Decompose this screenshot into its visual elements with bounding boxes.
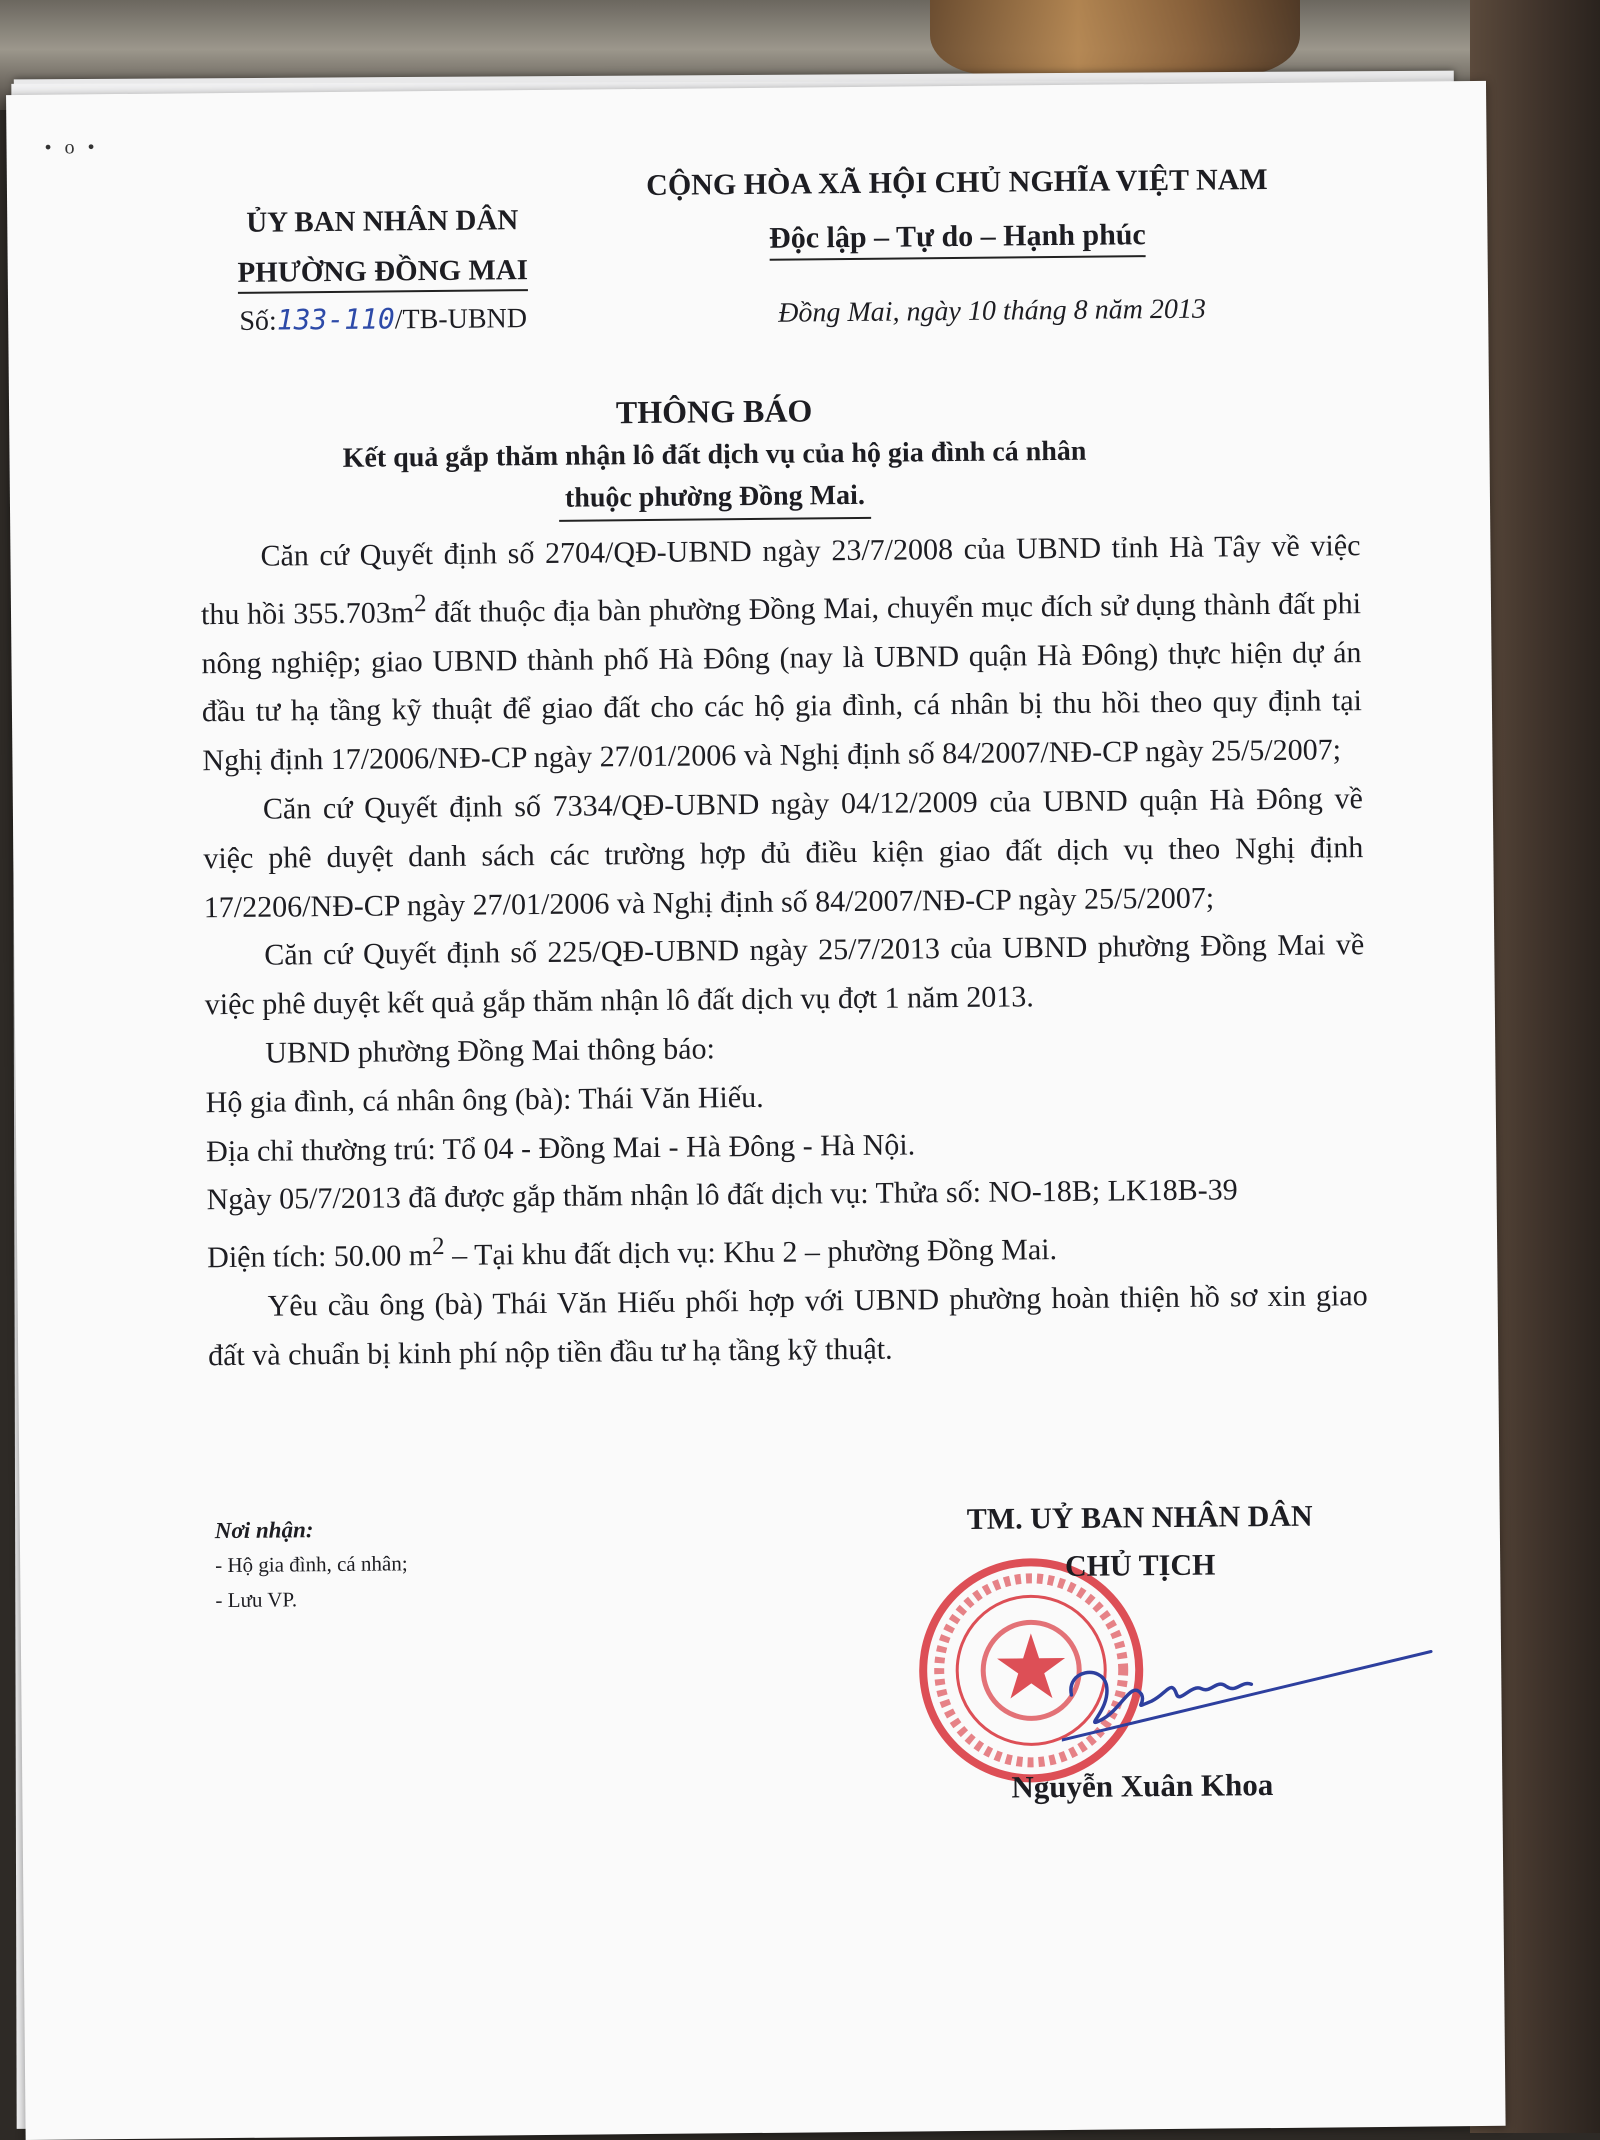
paragraph-basis-1: Căn cứ Quyết định số 2704/QĐ-UBND ngày 23/7/2008 của UBND tỉnh Hà Tây về việc thu hồi $355.703m^2$ đất thuộc địa bàn phường Đồng Mai, chuyển mục đích sử dụng thành đất phi nông nghiệp; giao UBND thành phố Hà Đông (nay là UBND quận Hà Đông) thực hiện dự án đầu tư hạ tầng kỹ thuật để giao đất cho các hộ gia đình, cá nhân bị thu hồi theo quy định tại Nghị định 17/2006/NĐ-CP ngày 27/01/2006 và Nghị định số 84/2007/NĐ-CP ngày 25/5/2007; bbox=[200, 529, 1363, 778]
punch-dots: • o • bbox=[44, 136, 99, 159]
recipients-block bbox=[215, 1511, 408, 1618]
place-date: Đồng Mai, ngày 10 tháng 8 năm 2013 bbox=[778, 293, 1207, 329]
jar-object bbox=[930, 0, 1300, 75]
document-page bbox=[6, 81, 1506, 2140]
notice-subtitle-line2: thuộc phường Đồng Mai. bbox=[559, 475, 871, 522]
paragraph-household: Hộ gia đình, cá nhân ông (bà): Thái Văn Hiếu. bbox=[205, 1080, 764, 1119]
issuer-header bbox=[202, 195, 563, 345]
recipient-item: - Lưu VP. bbox=[215, 1587, 298, 1613]
notice-title bbox=[199, 383, 1230, 525]
paragraph-basis-3: Căn cứ Quyết định số 225/QĐ-UBND ngày 25/7/2013 của UBND phường Đồng Mai về việc phê duyệt kết quả gắp thăm nhận lô đất dịch vụ đợt 1 năm 2013. bbox=[204, 928, 1365, 1022]
national-header bbox=[607, 153, 1308, 268]
paragraph-announce: UBND phường Đồng Mai thông báo: bbox=[265, 1032, 715, 1070]
issuer-line1: ỦY BAN NHÂN DÂN bbox=[246, 204, 519, 239]
recipient-item: - Hộ gia đình, cá nhân; bbox=[215, 1551, 408, 1578]
country-name: CỘNG HÒA XÃ HỘI CHỦ NGHĨA VIỆT NAM bbox=[646, 162, 1268, 202]
document-number: Số:133-110/TB-UBND bbox=[239, 302, 528, 337]
signer-organization: TM. UỶ BAN NHÂN DÂN bbox=[966, 1499, 1313, 1536]
paragraph-address: Địa chỉ thường trú: Tổ 04 - Đồng Mai - Hà Đông - Hà Nội. bbox=[206, 1127, 916, 1168]
paragraph-area: Diện tích: 50.00 $m^2$ – Tại khu đất dịch vụ: Khu 2 – phường Đồng Mai. bbox=[207, 1233, 1058, 1275]
paragraph-lot: Ngày 05/7/2013 đã được gắp thăm nhận lô đất dịch vụ: Thửa số: NO-18B; LK18B-39 bbox=[206, 1173, 1238, 1217]
paragraph-basis-2: Căn cứ Quyết định số 7334/QĐ-UBND ngày 04/12/2009 của UBND quận Hà Đông về việc phê duyệt danh sách các trường hợp đủ điều kiện giao đất dịch vụ theo Nghị định 17/2206/NĐ-CP ngày 27/01/2006 và Nghị định số 84/2007/NĐ-CP ngày 25/5/2007; bbox=[203, 782, 1364, 924]
signer-role: CHỦ TỊCH bbox=[1064, 1548, 1216, 1584]
signature-block bbox=[880, 1492, 1403, 1807]
national-motto: Độc lập – Tự do – Hạnh phúc bbox=[769, 215, 1146, 261]
notice-body bbox=[200, 522, 1368, 1381]
signer-name: Nguyễn Xuân Khoa bbox=[1011, 1767, 1274, 1805]
recipients-label: Nơi nhận: bbox=[214, 1517, 314, 1544]
issuer-line2: PHƯỜNG ĐỒNG MAI bbox=[237, 251, 528, 294]
notice-subtitle: Kết quả gắp thăm nhận lô đất dịch vụ của hộ gia đình cá nhân bbox=[342, 435, 1087, 474]
paragraph-request: Yêu cầu ông (bà) Thái Văn Hiếu phối hợp với UBND phường hoàn thiện hồ sơ xin giao đất và chuẩn bị kinh phí nộp tiền đầu tư hạ tầng kỹ thuật. bbox=[207, 1279, 1368, 1372]
handwritten-number: 133-110 bbox=[276, 302, 395, 337]
notice-heading: THÔNG BÁO bbox=[615, 392, 813, 431]
